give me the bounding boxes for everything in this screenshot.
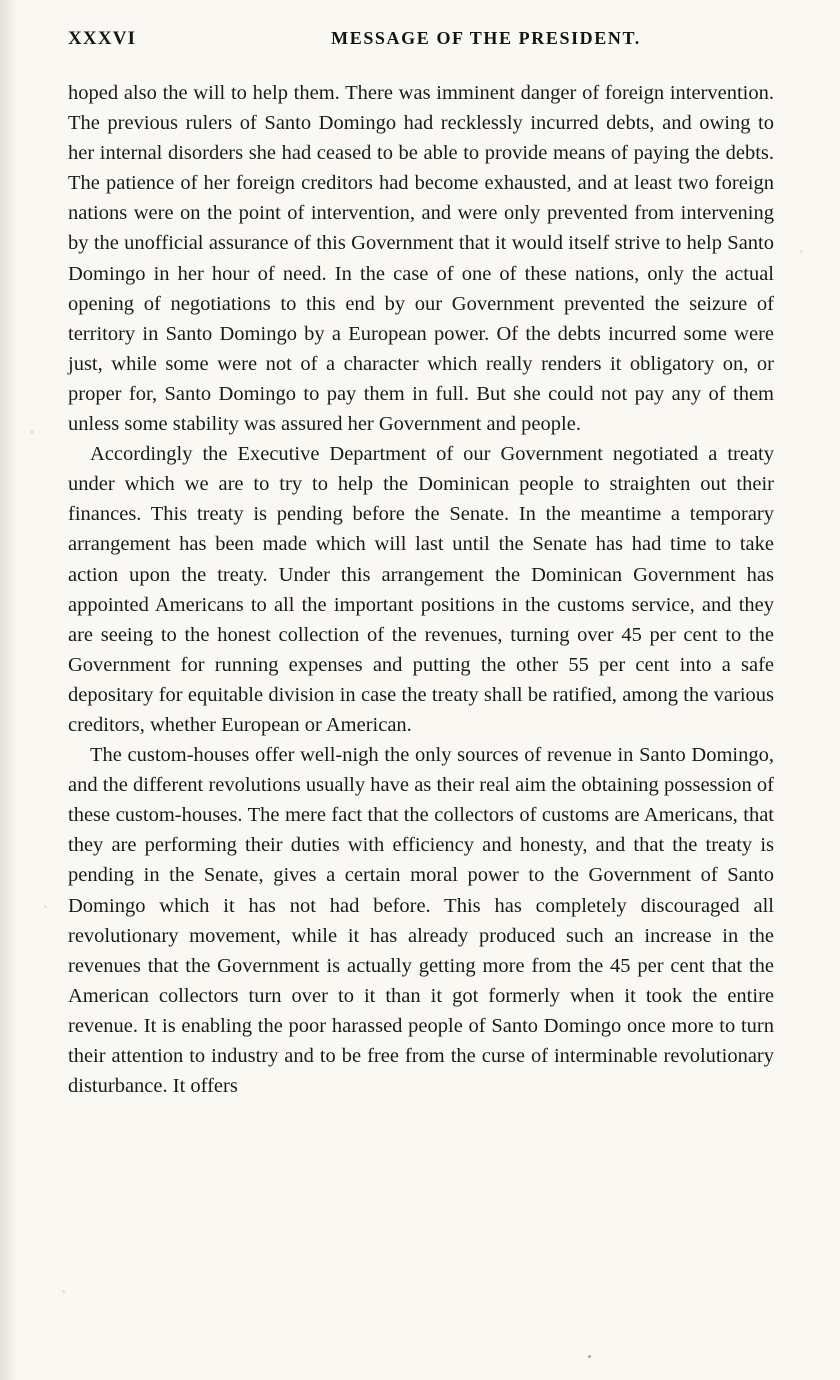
page-edge-shading: [0, 0, 18, 1380]
paper-speck: [44, 905, 47, 908]
paper-speck: [62, 1290, 65, 1293]
page-number: XXXVI: [68, 28, 137, 49]
paper-speck: [30, 430, 34, 434]
page-content: [68, 28, 774, 1101]
paper-speck: [800, 250, 803, 253]
paragraph: Accordingly the Executive Department of our Government negotiated a treaty under which we are to try to help the Dominican people to straighten out their finances. This treaty is pending before the Senate. In the meantime a temporary arrangement has been made which will last until the Senate has had time to take action upon the treaty. Under this arrangement the Dominican Government has appointed Americans to all the important positions in the customs service, and they are seeing to the honest collection of the revenues, turning over 45 per cent to the Government for running expenses and putting the other 55 per cent into a safe depositary for equitable division in case the treaty shall be ratified, among the various creditors, whether European or American.: [68, 443, 774, 736]
paragraph: The custom-houses offer well-nigh the only sources of revenue in Santo Domingo, and the different revolutions usually have as their real aim the obtaining possession of these custom-houses. The mere fact that the collectors of customs are Americans, that they are performing their duties with efficiency and honesty, and that the treaty is pending in the Senate, gives a certain moral power to the Government of Santo Domingo which it has not had before. This has completely discouraged all revolutionary movement, while it has already produced such an increase in the revenues that the Government is actually getting more from the 45 per cent that the American collectors turn over to it than it got formerly when it took the entire revenue. It is enabling the poor harassed people of Santo Domingo once more to turn their attention to industry and to be free from the curse of interminable revolutionary disturbance. It offers: [68, 744, 774, 1098]
running-head-title: MESSAGE OF THE PRESIDENT.: [331, 28, 641, 48]
paper-speck: [588, 1355, 591, 1358]
body-text: [68, 78, 774, 1101]
paragraph: hoped also the will to help them. There was imminent danger of foreign intervention. The previous rulers of Santo Domingo had recklessly incurred debts, and owing to her internal disorders she had ceased to be able to provide means of paying the debts. The patience of her foreign creditors had become exhausted, and at least two foreign nations were on the point of intervention, and were only prevented from intervening by the unofficial assurance of this Government that it would itself strive to help Santo Domingo in her hour of need. In the case of one of these nations, only the actual opening of negotiations to this end by our Government prevented the seizure of territory in Santo Domingo by a European power. Of the debts incurred some were just, while some were not of a character which really renders it obligatory on, or proper for, Santo Domingo to pay them in full. But she could not pay any of them unless some stability was assured her Government and people.: [68, 82, 774, 436]
page-header: [68, 28, 774, 50]
